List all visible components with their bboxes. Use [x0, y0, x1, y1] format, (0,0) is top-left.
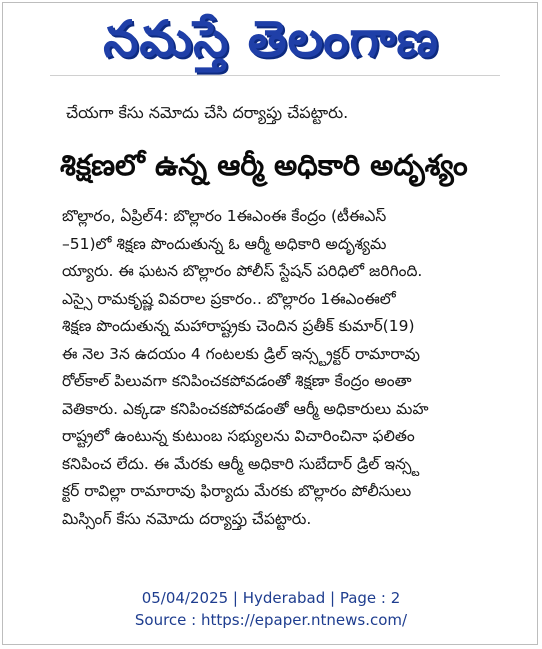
article-line: వెతికారు. ఎక్కడా కనిపించకపోవడంతో ఆర్మీ అధికారులు మహ	[62, 399, 429, 418]
article-line: –51)లో శిక్షణ పొందుతున్న ఓ ఆర్మీ అధికారి అదృశ్యమ	[62, 234, 387, 253]
next-article-cut-edge	[62, 556, 482, 570]
article-line: య్యారు. ఈ ఘటన బొల్లారం పోలీస్ స్టేషన్ పరిధిలో జరిగింది.	[62, 262, 423, 280]
article-line: బొల్లారం, ఏప్రిల్4: బొల్లారం 1ఈఎంఈ కేంద్రం (టీఈఎస్	[62, 207, 387, 225]
article-headline: శిక్షణలో ఉన్న ఆర్మీ అధికారి అదృశ్యం	[60, 148, 468, 182]
article-line: శిక్షణ పొందుతున్న మహారాష్ట్రకు చెందిన ప్రతీక్ కుమార్(19)	[62, 317, 415, 335]
article-body	[62, 203, 490, 533]
previous-article-fragment: చేయగా కేసు నమోదు చేసి దర్యాప్తు చేపట్టారు.	[66, 103, 349, 122]
masthead-divider	[50, 75, 500, 76]
article-line: ఈ నెల 3న ఉదయం 4 గంటలకు డ్రిల్ ఇన్స్ట్రక్టర్ రామారావు	[62, 344, 420, 363]
article-line: ఎస్సై రామకృష్ణ వివరాల ప్రకారం.. బొల్లారం 1ఈఎంఈలో	[62, 289, 396, 308]
newspaper-masthead: నమస్తే తెలంగాణ	[103, 10, 439, 68]
article-line: మిస్సింగ్ కేసు నమోదు దర్యాప్తు చేపట్టారు.	[62, 509, 312, 528]
footer-meta: 05/04/2025 | Hyderabad | Page : 2	[141, 589, 401, 607]
article-line: కనిపించ లేదు. ఈ మేరకు ఆర్మీ అధికారి సుబేదార్ డ్రిల్ ఇన్స్ట	[62, 454, 420, 473]
article-line: రోల్‌కాల్ పిలువగా కనిపించకపోవడంతో శిక్షణా కేంద్రం అంతా	[62, 372, 412, 390]
footer-source[interactable]: Source : https://epaper.ntnews.com/	[134, 611, 408, 629]
article-line: క్టర్ రావిల్లా రామారావు ఫిర్యాదు మేరకు బొల్లారం పోలీసులు	[62, 482, 412, 500]
article-line: రాష్ట్రలో ఉంటున్న కుటుంబ సభ్యులను విచారించినా ఫలితం	[62, 427, 415, 445]
